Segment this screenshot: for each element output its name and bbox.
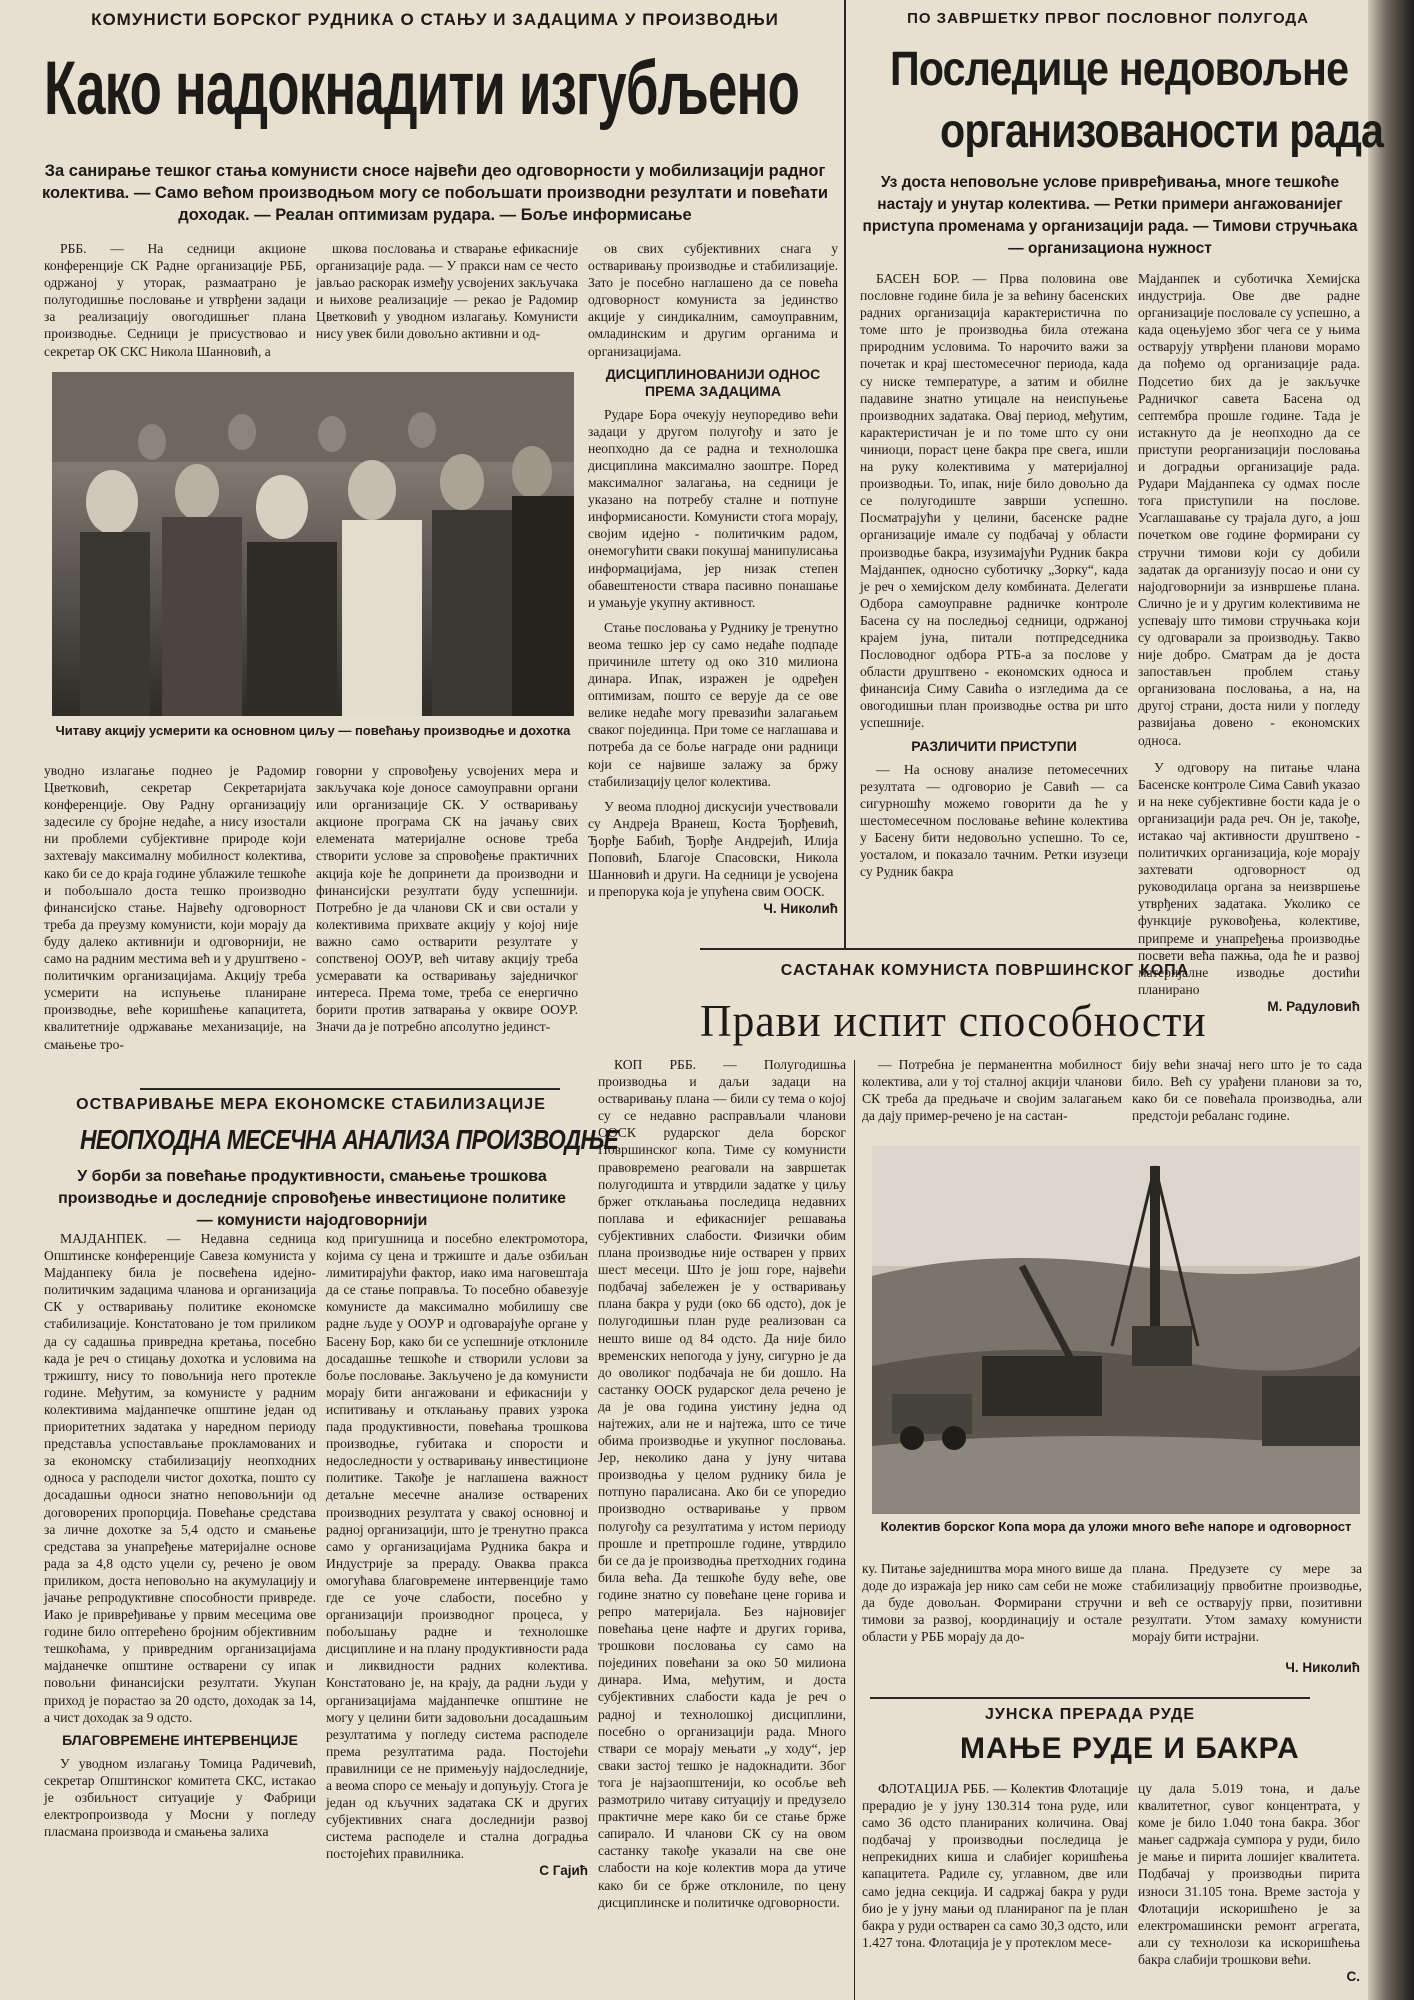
a1-column-3	[588, 240, 838, 930]
a3-column-2	[326, 1230, 588, 1990]
a4-paragraph: ку. Питање заједништва мора много више да доде до изражаја јер нико сам себи не може да буде довољан. Формирани стручни тимови за развој, координацију и остале области у РББ морају да до-	[862, 1561, 1122, 1645]
a4-column-2b	[862, 1560, 1122, 1652]
column-rule-lower	[854, 1060, 855, 2000]
a5-signature: С.	[1346, 1969, 1360, 1985]
a3-signature: С Гајић	[539, 1863, 588, 1879]
a1-paragraph: Стање пословања у Руднику је тренутно веома тешко јер су само нeдаћe подпаде причиниле штету од око 310 милиона динара. Ипак, изражен је одређен оптимизам, пошто се верује да се ове велике недаће могу превазићи залагањем сваког појединца. При томе се наглашава и потреба да се боље награде они радници који се највише залажу за бржу стабилизацију целог колектива.	[588, 619, 838, 789]
a5-column-2	[1138, 1780, 1360, 1990]
column-rule-main	[844, 0, 846, 950]
rule-above-a3	[140, 1088, 560, 1090]
a1-photo-caption: Читаву акцију усмерити ка основном циљу — повећању производње и дохотка	[55, 723, 571, 738]
a5-paragraph: ФЛОТАЦИЈА РББ. — Колектив Флотације прерадио је у јуну 130.314 тона руде, или само 36 одсто планираних количина. Овај подбачај у производњи последица је непрекидних киша и слабијег коришћења капацитета. Радиле су, углавном, две или само једна секција. И садржај бакра у руди био је у јуну мањи од планираног па је план бакра у руди остварен са само 30,3 одсто, или 1.427 тона. Флотација је у протеклом месе-	[862, 1781, 1128, 1950]
a1-paragraph: говорни у спровођењу усвојених мера и закључака које доносе самоуправни органи или организације СК. У остваривању акционе програма СК на јачању свих елемената материјалне основе треба створити услове за спровођење практичних акција које ће допринети да производни и финансијски резултати буду успешнији. Потребно је да чланови СК и сви остали у колективима прихвате акцију у којој није важно само остварити резултате у сопственој ООУР, већ читаву акцију треба усмеравати ка остваривању заједничког интереса. Према томе, треба се енергично борити против затварања у оквире ООУР. Значи да је потребно апсолутно јединст-	[316, 763, 578, 1035]
a1-deck: За санирање тешког стања комунисти сносе највећи део одговорности у мобилизацији радног колектива. — Само већом производњом могу се побољшати производни резултати и повећати доходак. — Реалан оптимизам рудара. — Боље информисање	[41, 162, 829, 224]
a2-paragraph: БАСЕН БОР. — Прва половина ове пословне године била је за већину басенских радних организација карактеристична по томе што је производња била отежана природним условима. То нарочито важи за почетак и крај шестомесечног периода, када су ниске температуре, а затим и обилне падавине знатно утицале на неиспуњење производних задатака. Овај период, међутим, карактеристичан је и по томе што су они чиниоци, пораст цене бакра пре свега, ишли на руку колективима у материјалној производњи. То, ипак, није било довољно да се полугодиште заврши успешно. Посматрајући у целини, басенске радне организације имале су подбачај у области производње бакра, изузимајући Рудник бакра Мајданпек, односно суботичку „Зорку“, када је реч о хемијском делу комбината. Делегати Одбора самоуправне радничке контроле Басена су на последњој седници, одржаној крајем јуна, питали потпредседника Пословодног одбора РТБ-а за послове у области друштвено - економских односа и финансија Симу Савића о изгледима да се овогодишњи план производње оства ри што успешније.	[860, 271, 1128, 731]
a5-headline: МАЊЕ РУДЕ И БАКРА	[960, 1732, 1300, 1765]
a4-headline: Прави испит способности	[700, 995, 1207, 1046]
a4-column-1	[598, 1056, 846, 1990]
a2-column-1	[860, 270, 1128, 930]
a2-headline-line1: Последице недовољне	[890, 43, 1349, 96]
a1-headline: Како надокнадити изгубљено	[44, 45, 800, 131]
a4-paragraph: КОП РББ. — Полугодишња производња и даљи задаци на остваривању плана — били су тема о којој су се недавно расправљали чланови ООСК рударског дела борског Површинског копа. Тиме су комунисти правовремено реаговали на завршетак полугодишта и утврдили задатке у циљу бржег отклањања последица недавних поплава и ефикаснијег решавања субјективних слабости. Физички обим плана производње није остварен у првих шест месеци. Што је још горе, највећи подбачај забележен је у остваривању плана бакра у руди (око 66 одсто), док је полугодишњи план руде реализован са нешто више од 84 одсто. Да није било временских непогода у јуну, сигурно је да до оволиког подбачаја не би дошло. На састанку ООСК рударског дела речено је да је ова година уистину једна од најтежих, али не и најтежа, што се тиче обима производње и укупног пословања. Јер, неколико дана у јуну читава производња у целом руднику била је потпуно паралисана. Ако би се упоредио производно остваривање у првом полугођу са резултатима у истом периоду прошле и претпрошле године, утврдило би се да је производња претходних година била већа. Да тешкоће буду веће, ове године знатно су повећане цене горива и репро материјала. Без најновијег повећања цене нафте и других горива, трошкови пословања су само на појединих повећани за око 50 милиона динара. Има, међутим, и доста субјективних слабости када је реч о радној и технолошкој дисциплини, посебно о организацији рада. Много ствари се морају мењати „у ходу“, јер сваки застој тешко је надокнадити. Због тога је најзаопштенији, ко особље већ размотрило читаву ситуацију и предузело практичне мере како би се стање брже сапирало. И чланови СК су на овом састанку такође указали на све оне слабости на које колектив мора да утиче како би се брже отклониле, по цену дисциплинске и политичке одговорности.	[598, 1057, 846, 1910]
a3-paragraph: код пригушница и посебно електромотора, којима су цена и тржиште и даље озбиљан лимитирајући фактор, иако има наговештаја да се стање поправља. То посебно обавезује комунисте да максимално мобилишу све радне људе у ООУР и одговарајуће органе у Басену Бор, како би се успешније отклониле досадашње тешкоће и створили услови за боље пословање. Закључено је да комунисти морају бити ангажовани и ефикаснији у испитивању и отклањању правих узрока пада продуктивности, повећања трошкова производње, губитака и спорости и недоследности у остваривању инвестиционе политике. Такође је наглашена важност детаљне месечне анализе остварених производних резултата у свакој основној и радној организацији, што је тренутно пракса само у организацијама Рудника бакра и Индустрије за прераду. Оваква пракса омогућава благовремене интервенције тамо где се уоче слабости, посебно у организацији производног процеса, у побољшању радне и технолошке дисциплине и на плану продуктивности рада и ликвидности радних колектива. Констатовано је, на крају, да радни људи у организацијама мајданпечке општине не могу у целини бити задовољни досадашњим резултатима у погледу система расподеле према резултатима рада. Постојећи правилници се не примењују најдоследније, а веома споро се мењају и допуњују. Стога је један од кључних задатака СК и других субјективних снага доследнији развој система расподеле и стална доградња постојећих правилника.	[326, 1231, 588, 1862]
a2-signature: М. Радуловић	[1267, 998, 1360, 1014]
mine-excavator-photo-image	[872, 1146, 1360, 1514]
a2-subheading: РАЗЛИЧИТИ ПРИСТУПИ	[911, 737, 1077, 754]
a4-column-2	[862, 1056, 1122, 1142]
a4-photo-mine	[872, 1146, 1360, 1514]
a4-paragraph: — Потребна је перманентна мобилност колектива, али у тој сталној акцији чланови СК треба да предњаче и својим залагањем да дају пример-речено је на састан-	[862, 1057, 1122, 1124]
a3-paragraph: МАЈДАНПЕК. — Недавна седница Општинске конференције Савеза комуниста у Мајданпеку била је посвећена идејно-политичким задацима чланова и организација СК у остваривању политике економске стабилизације. Констатовано је том приликом да су садашња привредна кретања, посебно када је реч о стицању дохотка и условима на тржишту, нису то повољнија него протекле године. Међутим, за комунисте у радним колективима мајданпечке општине један од приоритетних задатака у наредном периоду представља успостављање прокламованих и за економску стабилизацију неопходних односа у расподели чистог дохотка, пошто су досадашњи односи знатно неповољнији од договорених пропорција. Повећање средстава за личне дохотке за 5,4 одсто и смањење средстава за унапређење материјалне основе рада за 4,8 одсто уцели су, речено је овом приликом, доста неповољно на акумулацију и јачање репродуктивне способности привреде. Иако је привређивање у првим месецима ове године било оптерећено бројним објективним тешкоћама, у привредним организацијама мајданечке општине остварени су ипак повољни финансијски резултати. Укупан приход је порастао за 20 одсто, доходак за 14, а чист доходак за 9 одсто.	[44, 1231, 316, 1725]
a3-deck: У борби за повећање продуктивности, смањење трошкова производње и доследније спровођење инвестиционе политике — комунисти најодговорнији	[58, 1168, 566, 1229]
a1-column-1b	[44, 762, 306, 1072]
a1-paragraph: У веома плодној дискусији учествовали су Андреја Вранеш, Коста Ђорђевић, Ђорђе Бабић, Ђорђе Андрејић, Илија Поповић, Благоје Спасовски, Никола Шанновић и други. На седници је усвојена и препорука која је упућена свим ООСК.	[588, 798, 838, 900]
a2-paragraph: — На основу анализе петомесечних резултата — одговорио је Савић — са сигурношћу можемо говорити да ће у шестомесечном пословање већине колектива у Басену бити недовољно успешно. То се, уосталом, и показало тачним. Ретки изузеци су Рудник бакра	[860, 761, 1128, 880]
page-binding-shadow	[1368, 0, 1414, 2000]
a2-paragraph: У одговору на питање члана Басенске контроле Сима Савић указао и на неке субјективне бости када је о организацији рада реч. Он је, такође, истакао чај активности друштвено - политичких организација, које морају захтевати одговорност од руководилаца органа за неизвршење утврђених задатака. Уколико се функције руковођења, колективе, припреме и унапређења производње посвети већа пажња, ода ће и развој материјалне изводње достићи планирано	[1138, 759, 1360, 997]
a1-paragraph: ов свих субјективних снага у остваривању производње и стабилизације. Зато је посебно наглашено да се повећа одговорност комуниста за јединство акције у синдикалним, самоуправним, омладинским и другим органима и организацијама.	[588, 241, 838, 359]
a3-headline: НЕОПХОДНА МЕСЕЧНА АНАЛИЗА ПРОИЗВОДЊЕ	[80, 1124, 618, 1155]
a2-kicker: ПО ЗАВРШЕТКУ ПРВОГ ПОСЛОВНОГ ПОЛУГОДА	[907, 10, 1309, 27]
a2-paragraph: Мајданпек и суботичка Хемијска индустрија. Ове две радне организације пословале су успешно, а када оцењујемо због чега се у њима остварују утврђени планови морамо да пођемо од организације рада. Подсетио бих да је закључке Радничког савета Басена од септембра прошле године. Тада је истакнуто да је неопходно да се приступи реорганизацији пословања и доградњи организације рада. Рудари Мајданпека су одмах после тога приступили на послове. Усаглашавање су трајала дуго, а још почетком ове године формирани су стручни тимови који су добили задатак да организују посао и они су најодговорнији за изнвршење плана. Слично је и у другим колективима не успевају што тимови стручњака који су одговарали за производњу. Такво није добро. Сматрам да је доста запостављен проблем стању организована пословања, а на, на другој страни, доста нили у погледу развијања довено - економских односа.	[1138, 271, 1360, 748]
a4-column-3b	[1132, 1560, 1362, 1652]
a4-paragraph: плана. Предузете су мере за стабилизацију првобитне производње, и већ се остварују први, позитивни резултати. Утом замаху комунисти морају бити истрајни.	[1132, 1561, 1362, 1645]
a1-column-1	[44, 240, 306, 360]
a1-paragraph: РББ. — На седници акционе конференције СК Радне организације РББ, одржаној у уторак, размаатрано је полугодишње пословање и утврђени задаци за реализацију овогодишњег плана производње. Седници је присуствовао и секретар ОК СКС Никола Шанновић, а	[44, 241, 306, 359]
a1-column-2b	[316, 762, 578, 1072]
a3-column-1	[44, 1230, 316, 1990]
a4-paragraph: бију већи значај него што је то сада било. Већ су урађени планови за то, како би се повећала производња, али предстоји ребаланс године.	[1132, 1057, 1362, 1124]
a1-paragraph: уводно излагање поднео је Радомир Цветковић, секретар Секретаријата конференције. Ову Радну организацију задесиле су бројне недаће, а нису изостали ни проблеми субјективне природе који захтевају максималну мобилност колектива, како би се до краја године ублажиле тешкоће и побољшало доста тешко производно финансијско стање. Највећу одговорност треба да преузму комунисти, који морају да буду далеко активнији и одговорнији, не само на радним местима већ и у друштвено - политичким организацијама. Акцију треба усмерити на испуњење планиране производње, веће коришћење капацитета, квалитетније одржавање механизације, на смањење тро-	[44, 763, 306, 1052]
a1-paragraph: Рударе Бора очекују неупоредиво већи задаци у другом полугођу и зато је неопходно да се радна и технолошка дисциплина максимално заоштре. Поред максималног залагања, на седници је указано на потребу сталне и потпуне информисаности. Комунисти стога морају, својим идејно - политичким радом, онемогућити сваки покушај манипулисања информацијама, јер низак степен обавештености ствара пасивно понашање и умањује укупну активност.	[588, 406, 838, 610]
a5-column-1	[862, 1780, 1128, 1990]
a4-kicker: САСТАНАК КОМУНИСТА ПОВРШИНСКОГ КОПА	[780, 962, 1190, 979]
a1-paragraph: шкова пословања и стварање ефикасније организације рада. — У пракси нам се често јављао раскорак између усвојених закључака и њихове реализације — рекао је Радомир Цветковић у уводном излагању. Комунисти нису увек били довољно активни и од-	[316, 241, 578, 342]
rule-above-a5	[870, 1697, 1310, 1699]
meeting-photo-image	[52, 372, 574, 716]
a4-photo-caption: Колектив борског Копа мора да уложи много веће напоре и одговорност	[880, 1519, 1352, 1534]
a5-paragraph: цу дала 5.019 тона, и даље квалитетног, сувог концентрата, у коме је било 1.040 тона бакра. Због мањег садржаја сумпора у руди, било је мање и пирита лошијег квалитета. Подбачај у производњи пирита износи 31.105 тона. Време застоја у Флотацији искоришћено је за електромашински ремонт агрегата, али су технолози ка искоришћења бакра слабији трошкови већи.	[1138, 1781, 1360, 1967]
a2-column-2	[1138, 270, 1360, 1014]
a3-kicker: ОСТВАРИВАЊЕ МЕРА ЕКОНОМСКЕ СТАБИЛИЗАЦИЈЕ	[76, 1096, 546, 1113]
a4-column-3	[1132, 1056, 1362, 1142]
a4-signature: Ч. Николић	[1285, 1660, 1360, 1675]
a3-paragraph: У уводном излагању Томица Радичевић, секретар Општинског комитета СКС, истакао је озбиљност ситуације у Фабрици електропроизвода у Мосни у погледу пласмана производа и смањења залиха	[44, 1755, 316, 1840]
a1-subheading: ДИСЦИПЛИНОВАНИЈИ ОДНОС ПРЕМА ЗАДАЦИМА	[605, 365, 821, 399]
a1-photo-meeting	[52, 372, 574, 716]
a1-kicker: КОМУНИСТИ БОРСКОГ РУДНИКА О СТАЊУ И ЗАДАЦИМА У ПРОИЗВОДЊИ	[91, 10, 779, 29]
a2-deck: Уз доста неповољне услове привређивања, многе тешкоће настају и унутар колектива. — Ретки примери ангажованијег приступа променама у организацији рада. — Тимови стручњака — организациона нужност	[862, 174, 1358, 257]
a5-kicker: ЈУНСКА ПРЕРАДА РУДЕ	[984, 1706, 1196, 1723]
a1-signature: Ч. Николић	[763, 901, 838, 917]
a2-headline-line2: организованости рада	[940, 105, 1384, 158]
a3-subheading: БЛАГОВРЕМЕНЕ ИНТЕРВЕНЦИЈЕ	[62, 1731, 298, 1748]
a1-column-2	[316, 240, 578, 360]
